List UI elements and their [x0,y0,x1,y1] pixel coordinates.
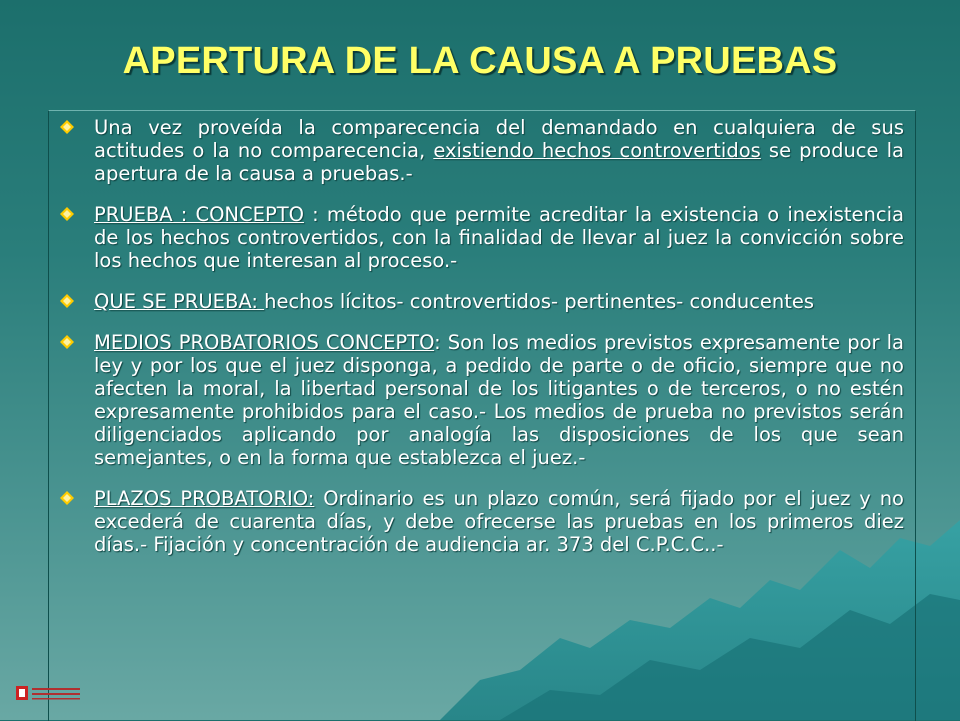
item-text-plain: : Son los medios previstos expresamente por la ley y por los que el juez disponga, a pedido de parte o de oficio, siempre que no afecten la moral, la libertad personal de los litigantes o de terceros, o no estén expresamente prohibidos para el caso.- Los medios de prueba no previstos serán diligenciados aplicando por analogía las disposiciones de los que sean semejantes, o en la forma que establezca el juez.- [94,331,904,469]
bullet-list [56,116,904,574]
item-text-plain: Ordinario es un plazo común, será fijado por el juez y no excederá de cuarenta días, y debe ofrecerse las pruebas en los primeros diez días.- Fijación y concentración de audiencia ar. 373 del C.P.C.C..- [94,487,904,556]
item-text [94,116,904,185]
diamond-bullet-icon [60,335,74,349]
item-text [94,203,904,272]
list-item [56,290,904,313]
item-text [94,290,904,313]
item-text-underlined: MEDIOS PROBATORIOS CONCEPTO [94,331,435,354]
list-item [56,116,904,185]
item-text [94,331,904,469]
item-text-underlined: QUE SE PRUEBA: [94,290,265,313]
item-text-plain: hechos lícitos- controvertidos- pertinentes- conducentes [264,290,815,313]
item-text-plain: Una vez proveída la comparecencia del demandado en cualquiera de sus actitudes o la no comparecencia, [94,116,904,162]
item-text-plain: : método que permite acreditar la existencia o inexistencia de los hechos controvertidos, con la finalidad de llevar al juez la convicción sobre los hechos que interesan al proceso.- [94,203,904,272]
item-text-plain: se produce la apertura de la causa a pruebas.- [94,139,904,185]
institution-logo-icon [16,684,82,702]
list-item [56,203,904,272]
slide-title: APERTURA DE LA CAUSA A PRUEBAS [122,40,838,82]
item-text [94,487,904,556]
list-item [56,331,904,469]
diamond-bullet-icon [60,120,74,134]
item-text-underlined: PRUEBA : CONCEPTO [94,203,304,226]
item-text-underlined: PLAZOS PROBATORIO: [94,487,315,510]
item-text-underlined: existiendo hechos controvertidos [433,139,761,162]
list-item [56,487,904,556]
diamond-bullet-icon [60,294,74,308]
diamond-bullet-icon [60,207,74,221]
diamond-bullet-icon [60,491,74,505]
